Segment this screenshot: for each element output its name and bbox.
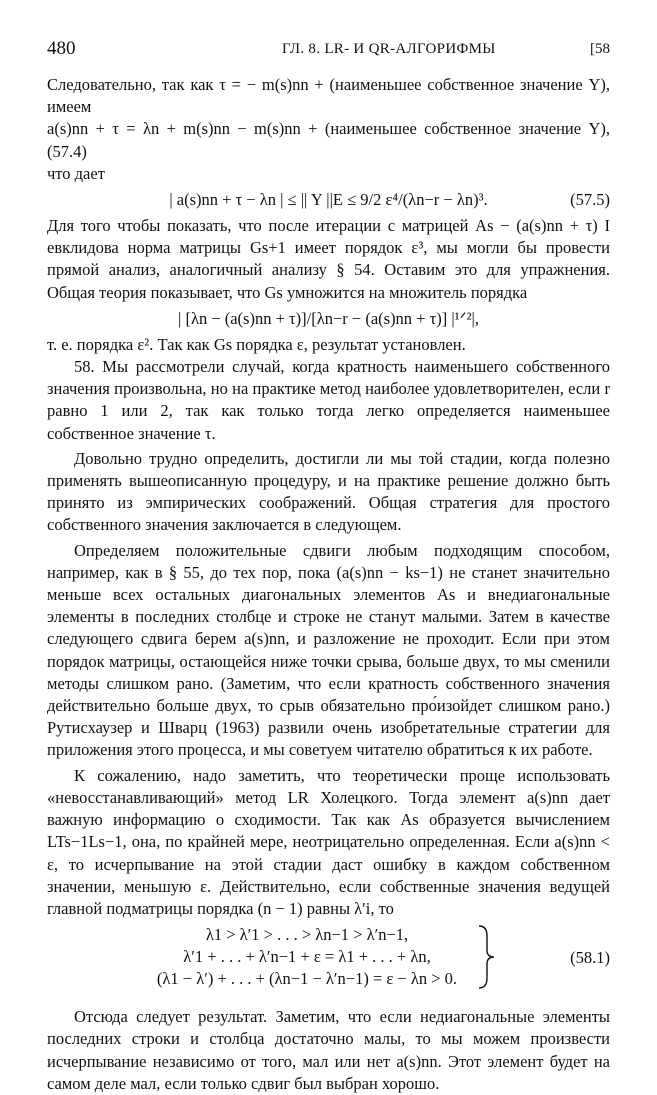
system-line-3: (λ1 − λ′) + . . . + (λn−1 − λ′n−1) = ε − λn > 0. [156, 969, 458, 989]
paragraph-norm-analysis: Для того чтобы показать, что после итерации с матрицей As − (a(s)nn + τ) I евклидова норма матрицы Gs+1 имеет порядок ε³, мы могли бы провести прямой анализ, аналогичный анализу § 54. Оставим это для упражнения. Общая теория показывает, что Gs умножится на множитель порядка [47, 216, 610, 302]
equation-57-5-row [47, 185, 610, 215]
paragraph-cholesky: К сожалению, надо заметить, что теоретически проще использовать «невосстанавливающий» метод LR Холецкого. Тогда элемент a(s)nn дает важную информацию о сходимости. Так как As образуется вычислением LTs−1Ls−1, она, по крайней мере, неотрицательно определенная. Если a(s)nn < ε, то исчерпывание на этой стадии даст ошибку в каждом собственном значении, меньшую ε. Действительно, если собственные значения ведущей главной подматрицы порядка (n − 1) равны λ′i, то [47, 765, 610, 918]
right-brace-icon [477, 924, 497, 990]
paragraph-result: т. е. порядка ε². Так как Gs порядка ε, результат установлен. [47, 334, 466, 354]
equation-57-5: | a(s)nn + τ − λn | ≤ || Y ||E ≤ 9/2 ε⁴/(λn−r − λn)³. [169, 190, 488, 210]
running-title: ГЛ. 8. LR- И QR-АЛГОРИФМЫ [282, 41, 496, 57]
section-reference: [58 [590, 41, 610, 57]
system-line-1: λ1 > λ′1 > . . . > λn−1 > λ′n−1, [205, 925, 409, 945]
equation-58-1-number: (58.1) [570, 948, 610, 968]
system-line-2: λ′1 + . . . + λ′n−1 + ε = λ1 + . . . + λn, [183, 947, 431, 967]
paragraph-conclusion: Отсюда следует результат. Заметим, что если недиагональные элементы последних строки и столбца достаточно малы, то мы можем произвести исчерпывание независимо от того, мал или нет a(s)nn. Этот элемент будет на самом деле мал, если только сдвиг был выбран хорошо. [47, 1007, 610, 1093]
equation-57-5-number: (57.5) [570, 190, 610, 210]
equation-57-4: a(s)nn + τ = λn + m(s)nn − m(s)nn + (наименьшее собственное значение Y), (57.4) [47, 119, 610, 161]
page-number: 480 [47, 38, 76, 59]
equation-factor: | [λn − (a(s)nn + τ)]/[λn−r − (a(s)nn + τ)] |¹ᐟ²|, [178, 308, 479, 328]
paragraph-intro: Следовательно, так как τ = − m(s)nn + (наименьшее собственное значение Y), имеем [47, 75, 610, 117]
paragraph-shifts: Определяем положительные сдвиги любым подходящим способом, например, как в § 55, до тех пор, пока (a(s)nn − ks−1) не станет значительно меньше всех остальных диагональных элементов As и внедиагональные элементы в последних столбце и строке не станут малыми. Затем в качестве следующего сдвига берем a(s)nn, и разложение не проходит. Если при этом порядок матрицы, остающейся ниже точки срыва, больше двух, то мы сменили методы слишком рано. (Заметим, что если кратность собственного значения действительно больше двух, то срыв обязательно про́изойдет слишком рано.) Рутисхаузер и Шварц (1963) развили очень изобретательные стратегии для приложения этого процесса, и мы советуем читателю обратиться к их работе. [47, 540, 610, 760]
paragraph-section-58: 58. Мы рассмотрели случай, когда кратность наименьшего собственного значения произвольна, но на практике метод наиболее удовлетворителен, если r равно 1 или 2, так как только тогда легко определяется наименьшее собственное значение τ. [47, 357, 610, 443]
equation-factor-row [47, 304, 610, 334]
paragraph-gives: что дает [47, 163, 105, 183]
running-header [47, 38, 610, 62]
paragraph-strategy: Довольно трудно определить, достигли ли мы той стадии, когда полезно применять вышеописанную процедуру, и на практике решение должно быть принято из эмпирических соображений. Общая стратегия для простого собственного значения заключается в следующем. [47, 448, 610, 535]
page-body [47, 74, 610, 1095]
equation-system-58-1 [47, 924, 610, 1004]
